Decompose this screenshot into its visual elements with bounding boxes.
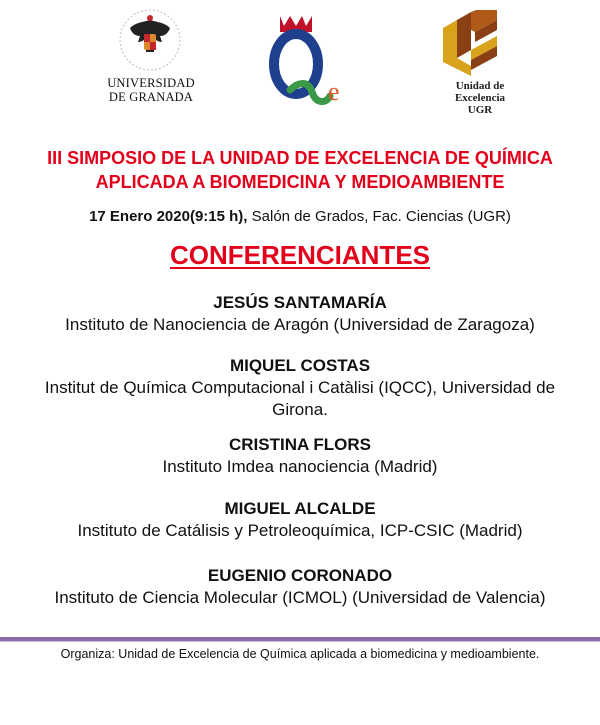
svg-text:e: e — [328, 77, 340, 106]
qe-logo — [262, 12, 352, 107]
unit-name-line1: Unidad de — [455, 80, 505, 92]
speaker-entry — [0, 292, 600, 336]
university-name-line1: UNIVERSIDAD — [107, 76, 195, 90]
speaker-institution: Institut de Química Computacional i Catàlisi (IQCC), Universidad de — [44, 378, 556, 397]
ue-block-logo-icon — [435, 10, 525, 78]
speaker-institution: Instituto de Nanociencia de Aragón (Universidad de Zaragoza) — [65, 315, 535, 334]
unit-name-line2: Excelencia — [454, 92, 506, 104]
section-heading — [0, 240, 600, 270]
university-of-granada-logo — [96, 8, 206, 108]
speaker-name: JESÚS SANTAMARÍA — [213, 293, 387, 312]
speaker-institution-cont: Girona. — [272, 400, 328, 419]
event-date-time: 17 Enero 2020(9:15 h), — [89, 208, 248, 225]
university-name-line2: DE GRANADA — [108, 90, 194, 104]
speaker-institution: Instituto de Catálisis y Petroleoquímica, ICP-CSIC (Madrid) — [77, 521, 523, 540]
event-title — [0, 146, 600, 194]
speaker-entry — [0, 434, 600, 478]
speaker-name: MIQUEL COSTAS — [229, 356, 371, 375]
speaker-name: MIGUEL ALCALDE — [224, 499, 376, 518]
university-seal-icon — [118, 8, 182, 72]
speakers-heading: CONFERENCIANTES — [169, 240, 430, 270]
speaker-name: EUGENIO CORONADO — [207, 566, 393, 585]
qe-crown-logo-icon — [262, 12, 352, 107]
speaker-entry — [0, 498, 600, 542]
speaker-institution: Instituto Imdea nanociencia (Madrid) — [162, 457, 438, 476]
speaker-institution: Instituto de Ciencia Molecular (ICMOL) (Universidad de Valencia) — [54, 588, 546, 607]
unidad-excelencia-ugr-logo — [435, 10, 525, 125]
speaker-entry — [0, 565, 600, 609]
event-date-venue — [0, 208, 600, 226]
event-venue: Salón de Grados, Fac. Ciencias (UGR) — [247, 208, 511, 225]
event-title-line1: III SIMPOSIO DE LA UNIDAD DE EXCELENCIA DE QUÍMICA — [47, 148, 553, 168]
unit-name-line3: UGR — [467, 104, 493, 116]
speaker-name: CRISTINA FLORS — [229, 435, 371, 454]
event-title-line2: APLICADA A BIOMEDICINA Y MEDIOAMBIENTE — [95, 172, 505, 192]
footer-organizer: Organiza: Unidad de Excelencia de Química aplicada a biomedicina y medioambiente. — [60, 647, 540, 661]
speaker-entry — [0, 355, 600, 421]
footer-divider — [0, 637, 600, 641]
